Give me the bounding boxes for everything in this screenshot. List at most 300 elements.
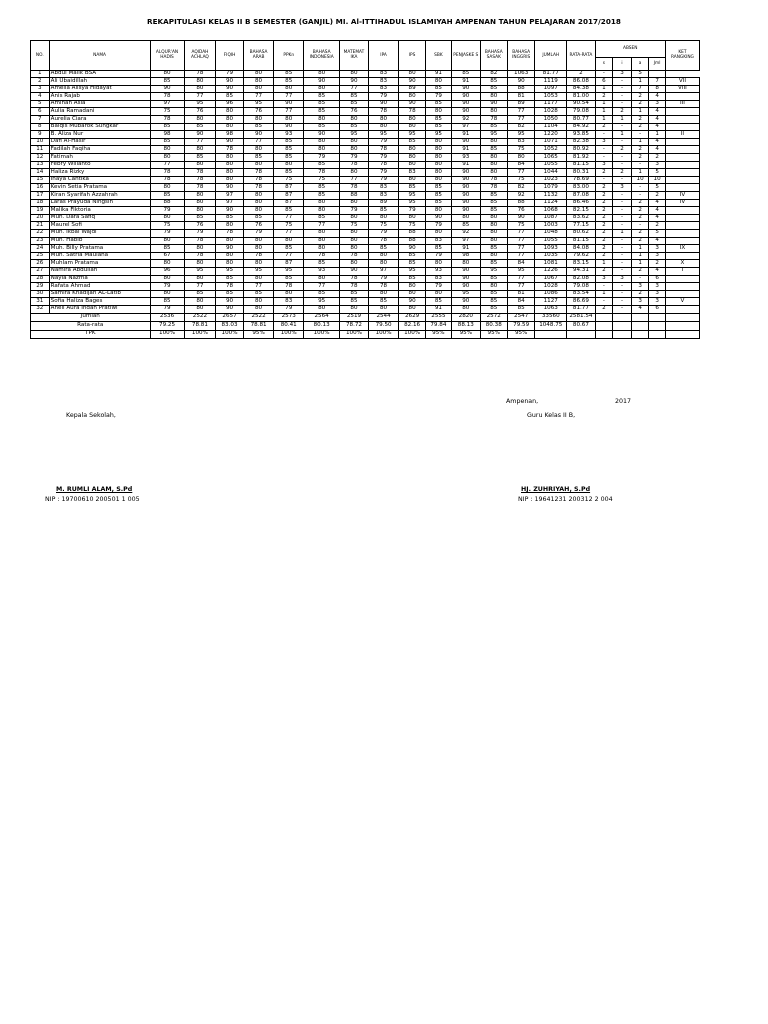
table-cell: 91 — [452, 131, 481, 139]
table-cell: 1003 — [535, 222, 567, 230]
table-cell: 80 — [150, 275, 184, 283]
table-cell: 83 — [425, 275, 451, 283]
footer-cell: 95% — [243, 330, 274, 339]
table-cell: 90 — [507, 214, 534, 222]
table-cell: 80 — [216, 161, 243, 169]
table-cell: 85 — [399, 260, 425, 268]
table-cell — [665, 283, 699, 291]
table-cell: 90 — [304, 131, 340, 139]
table-cell: 90 — [452, 138, 481, 146]
col-subject: MATEMAT IKA — [340, 41, 369, 71]
table-cell: 80 — [399, 116, 425, 124]
footer-cell: 80.13 — [304, 322, 340, 331]
table-cell: - — [613, 305, 632, 313]
table-cell: 90 — [452, 169, 481, 177]
table-cell: 85 — [340, 123, 369, 131]
student-name-cell: Nayla Nazma — [49, 275, 150, 283]
table-cell: 90 — [507, 78, 534, 86]
table-cell: 78 — [216, 229, 243, 237]
table-cell: 90 — [216, 298, 243, 306]
table-cell: 79 — [425, 252, 451, 260]
table-cell: 79 — [368, 93, 399, 101]
table-cell: 95 — [507, 267, 534, 275]
table-cell: 79 — [150, 305, 184, 313]
table-cell: 5 — [649, 229, 665, 237]
table-cell: 78 — [340, 252, 369, 260]
table-cell: 1 — [631, 260, 649, 268]
table-cell: 86.08 — [567, 78, 596, 86]
table-cell: 13 — [31, 161, 50, 169]
table-cell: 90 — [274, 123, 304, 131]
table-cell: 87 — [274, 199, 304, 207]
table-cell: 1055 — [535, 237, 567, 245]
table-cell: - — [595, 146, 613, 154]
table-cell: 80 — [150, 184, 184, 192]
table-cell: 96 — [150, 267, 184, 275]
col-no: NO. — [31, 41, 50, 71]
table-cell: 3 — [649, 161, 665, 169]
table-cell: 2 — [595, 169, 613, 177]
table-cell — [665, 154, 699, 162]
table-cell: 78 — [368, 146, 399, 154]
table-cell: 3 — [649, 252, 665, 260]
table-row — [31, 108, 700, 116]
table-cell: 80 — [243, 85, 274, 93]
student-name-cell: Inaya Cantika — [49, 176, 150, 184]
tpk-label: TPK — [31, 330, 151, 339]
table-row — [31, 116, 700, 124]
footer-cell: 95% — [480, 330, 507, 339]
table-cell: 80 — [304, 146, 340, 154]
col-subject: IPS — [399, 41, 425, 71]
table-cell: 77 — [274, 214, 304, 222]
col-subject: ALQUR'AN HADIS — [150, 41, 184, 71]
table-cell: 85 — [304, 214, 340, 222]
student-name-cell: Aneli Aura Indah Pratiwi — [49, 305, 150, 313]
table-cell: 2 — [613, 146, 632, 154]
table-cell: 77 — [507, 275, 534, 283]
table-cell: 3 — [613, 275, 632, 283]
table-cell: 8 — [649, 85, 665, 93]
table-cell: 6 — [649, 305, 665, 313]
table-cell: 80 — [216, 108, 243, 116]
table-cell: 77 — [340, 176, 369, 184]
table-cell: 20 — [31, 214, 50, 222]
table-cell: - — [613, 290, 632, 298]
table-cell: - — [613, 222, 632, 230]
table-cell: 93.85 — [567, 131, 596, 139]
table-cell: 1 — [649, 131, 665, 139]
table-cell: 16 — [31, 184, 50, 192]
table-cell: 90 — [150, 85, 184, 93]
table-cell: 80 — [184, 146, 216, 154]
table-cell: 85 — [480, 123, 507, 131]
table-cell: 85 — [274, 78, 304, 86]
table-cell: 85 — [304, 161, 340, 169]
table-cell: 98 — [216, 131, 243, 139]
table-cell: 80 — [480, 229, 507, 237]
table-cell: 2 — [631, 214, 649, 222]
table-cell: 88 — [399, 229, 425, 237]
table-body — [31, 70, 700, 313]
table-cell: 84.08 — [567, 245, 596, 253]
footer-cell — [649, 330, 665, 339]
table-cell: 80 — [274, 85, 304, 93]
table-cell: 80 — [184, 245, 216, 253]
table-cell: 6 — [649, 275, 665, 283]
table-cell: 83 — [425, 237, 451, 245]
table-cell: 3 — [649, 283, 665, 291]
table-cell — [665, 275, 699, 283]
table-cell: 78 — [480, 176, 507, 184]
table-cell: 80 — [304, 70, 340, 78]
table-cell: 81 — [507, 290, 534, 298]
table-cell: 90 — [304, 78, 340, 86]
table-cell: 80 — [368, 116, 399, 124]
table-cell: 78 — [368, 161, 399, 169]
table-cell: 78 — [274, 283, 304, 291]
table-cell: 1 — [595, 108, 613, 116]
col-subject: BAHASA INDONESIA — [304, 41, 340, 71]
table-cell: 4 — [649, 108, 665, 116]
table-cell: - — [613, 283, 632, 291]
table-footer — [31, 313, 700, 339]
student-name-cell: Aulia Ramadani — [49, 108, 150, 116]
table-cell: 79 — [368, 154, 399, 162]
footer-cell: 88.13 — [452, 322, 481, 331]
table-cell: 85 — [399, 184, 425, 192]
table-cell: 79 — [368, 138, 399, 146]
table-cell: 77 — [274, 252, 304, 260]
table-cell: 85 — [274, 138, 304, 146]
footer-cell — [665, 330, 699, 339]
footer-cell — [631, 313, 649, 322]
table-row — [31, 245, 700, 253]
footer-cell: 2572 — [480, 313, 507, 322]
table-cell: 90 — [452, 192, 481, 200]
student-name-cell: Amelia Alisya Hidayat — [49, 85, 150, 93]
table-cell: 2 — [595, 252, 613, 260]
table-cell: 77 — [243, 283, 274, 291]
table-cell — [665, 169, 699, 177]
table-cell: 80 — [184, 199, 216, 207]
table-cell: 80 — [304, 229, 340, 237]
col-absen-sub: i — [613, 57, 632, 70]
table-cell: 85 — [304, 100, 340, 108]
table-cell: 85 — [340, 290, 369, 298]
table-cell: 80 — [340, 214, 369, 222]
table-cell: 85 — [304, 192, 340, 200]
table-cell: 80 — [399, 154, 425, 162]
table-cell: - — [613, 260, 632, 268]
principal-nip: NIP : 19700610 200501 1 005 — [45, 496, 140, 503]
table-cell: 85 — [150, 138, 184, 146]
col-subject: IPA — [368, 41, 399, 71]
table-row — [31, 222, 700, 230]
table-cell: 90 — [216, 305, 243, 313]
table-cell: 80 — [480, 222, 507, 230]
table-cell: 78 — [340, 184, 369, 192]
table-cell: 22 — [31, 229, 50, 237]
table-cell: - — [631, 161, 649, 169]
table-cell: III — [665, 100, 699, 108]
table-cell: 2 — [595, 229, 613, 237]
table-cell: 77 — [274, 93, 304, 101]
table-cell: 84 — [507, 161, 534, 169]
col-subject: BAHASA SASAK — [480, 41, 507, 71]
table-cell: - — [631, 222, 649, 230]
footer-cell: 2522 — [243, 313, 274, 322]
student-name-cell: Muh. Habib — [49, 237, 150, 245]
table-cell: 17 — [31, 192, 50, 200]
footer-cell: 80.67 — [567, 322, 596, 331]
table-cell: 77 — [507, 116, 534, 124]
table-cell: 85 — [425, 123, 451, 131]
table-cell: 78.69 — [567, 176, 596, 184]
table-cell: 10 — [631, 176, 649, 184]
footer-cell — [665, 313, 699, 322]
col-absen-sub: s — [595, 57, 613, 70]
table-cell: 85 — [340, 93, 369, 101]
student-name-cell: Aminah Asla — [49, 100, 150, 108]
table-cell: 2 — [567, 70, 596, 78]
footer-cell: 2629 — [399, 313, 425, 322]
footer-cell: 2581.54 — [567, 313, 596, 322]
table-cell: 80 — [340, 237, 369, 245]
footer-cell — [613, 313, 632, 322]
table-cell: 83.15 — [567, 260, 596, 268]
table-cell: 79 — [425, 93, 451, 101]
table-cell: 78 — [184, 252, 216, 260]
table-cell: 91 — [452, 245, 481, 253]
table-cell: 85 — [274, 154, 304, 162]
table-cell — [665, 229, 699, 237]
table-cell: 78 — [243, 184, 274, 192]
table-cell: IX — [665, 245, 699, 253]
table-cell: 3 — [649, 100, 665, 108]
table-cell: 80 — [480, 237, 507, 245]
table-cell: 3 — [595, 275, 613, 283]
table-cell: 1053 — [535, 93, 567, 101]
table-cell: 5 — [631, 70, 649, 78]
table-cell: 83.54 — [567, 290, 596, 298]
table-cell: 1068 — [535, 207, 567, 215]
table-cell: 80 — [425, 290, 451, 298]
footer-cell: 79.25 — [150, 322, 184, 331]
table-cell: 77 — [507, 229, 534, 237]
table-header — [31, 41, 700, 71]
table-cell: 80 — [340, 260, 369, 268]
table-cell: 79 — [368, 275, 399, 283]
table-cell — [665, 116, 699, 124]
table-cell: 85 — [340, 298, 369, 306]
col-subject: SBK — [425, 41, 451, 71]
table-cell: 85 — [274, 245, 304, 253]
table-row — [31, 123, 700, 131]
student-name-cell: Malika Fiktoria — [49, 207, 150, 215]
table-cell: 80 — [399, 123, 425, 131]
col-absen-sub: a — [631, 57, 649, 70]
footer-cell — [567, 330, 596, 339]
table-cell: 90 — [452, 298, 481, 306]
table-cell: 2 — [31, 78, 50, 86]
table-cell: 80 — [304, 207, 340, 215]
table-cell: 85 — [216, 214, 243, 222]
table-cell — [665, 161, 699, 169]
table-cell: 78 — [340, 283, 369, 291]
table-cell — [665, 290, 699, 298]
table-cell: - — [613, 100, 632, 108]
table-cell: 3 — [31, 85, 50, 93]
table-cell: 90 — [274, 100, 304, 108]
table-cell: 14 — [31, 169, 50, 177]
table-cell: 1 — [595, 260, 613, 268]
table-cell: 89 — [399, 85, 425, 93]
table-cell: 4 — [631, 305, 649, 313]
table-cell: 2 — [631, 237, 649, 245]
footer-cell: 100% — [340, 330, 369, 339]
table-cell: 94.31 — [567, 267, 596, 275]
table-cell: 83.00 — [567, 184, 596, 192]
table-row — [31, 70, 700, 78]
table-cell: IV — [665, 192, 699, 200]
footer-cell: 2544 — [368, 313, 399, 322]
footer-cell — [649, 322, 665, 331]
table-cell: 95 — [304, 298, 340, 306]
table-cell: 86.69 — [567, 298, 596, 306]
table-cell: 80 — [216, 154, 243, 162]
table-cell: 83 — [368, 192, 399, 200]
table-cell: 90.54 — [567, 100, 596, 108]
col-jumlah: JUMLAH — [535, 41, 567, 71]
table-cell: 85 — [425, 85, 451, 93]
table-cell: 2 — [595, 245, 613, 253]
table-cell: 80 — [304, 85, 340, 93]
table-cell: 1 — [595, 290, 613, 298]
footer-cell: 100% — [216, 330, 243, 339]
table-cell: 10 — [31, 138, 50, 146]
table-cell: 77 — [507, 252, 534, 260]
table-cell: 80 — [452, 260, 481, 268]
table-cell: 77 — [304, 283, 340, 291]
student-name-cell: Febry Wilianto — [49, 161, 150, 169]
table-cell: 2 — [631, 116, 649, 124]
table-row — [31, 85, 700, 93]
table-cell: 1 — [613, 116, 632, 124]
table-cell: 90 — [368, 100, 399, 108]
table-cell: 78 — [216, 146, 243, 154]
table-cell: 78 — [184, 169, 216, 177]
table-cell: 80 — [340, 138, 369, 146]
table-cell: 85 — [216, 93, 243, 101]
table-cell: 79 — [340, 154, 369, 162]
table-cell: 80 — [452, 305, 481, 313]
table-cell: 80 — [216, 222, 243, 230]
table-cell: 85 — [150, 192, 184, 200]
table-cell: 80 — [340, 245, 369, 253]
student-name-cell: B. Aliza Nur — [49, 131, 150, 139]
table-cell: - — [595, 70, 613, 78]
table-cell: 90 — [452, 176, 481, 184]
table-cell: 80 — [340, 116, 369, 124]
table-cell: 12 — [31, 154, 50, 162]
table-cell: 80 — [368, 252, 399, 260]
table-cell: 25 — [31, 252, 50, 260]
table-cell: 80 — [480, 161, 507, 169]
table-cell: 11 — [31, 146, 50, 154]
table-cell: 80 — [340, 70, 369, 78]
table-cell: 1055 — [535, 161, 567, 169]
table-cell: 78 — [184, 237, 216, 245]
table-cell: 85 — [304, 123, 340, 131]
table-cell: 76 — [507, 207, 534, 215]
student-name-cell: Aurelia Ciara — [49, 116, 150, 124]
table-cell: 79 — [368, 229, 399, 237]
table-cell: 83 — [274, 298, 304, 306]
table-cell: 77 — [184, 93, 216, 101]
footer-cell — [631, 322, 649, 331]
table-cell: 82.08 — [567, 275, 596, 283]
table-cell: 80 — [184, 260, 216, 268]
table-row — [31, 192, 700, 200]
table-cell: - — [613, 252, 632, 260]
table-cell: 78 — [150, 176, 184, 184]
table-cell: 78 — [340, 275, 369, 283]
table-cell: 79 — [150, 229, 184, 237]
table-cell: 80 — [243, 207, 274, 215]
table-cell: 95 — [480, 131, 507, 139]
table-cell: 2 — [595, 267, 613, 275]
table-cell: 78 — [243, 176, 274, 184]
table-cell: 80 — [399, 176, 425, 184]
table-cell: 85 — [480, 260, 507, 268]
table-cell: 85 — [425, 116, 451, 124]
footer-cell: 2519 — [340, 313, 369, 322]
table-cell: 77 — [340, 85, 369, 93]
table-cell: 85 — [425, 199, 451, 207]
footer-cell: 2657 — [216, 313, 243, 322]
table-cell: 79 — [216, 70, 243, 78]
table-cell: 27 — [31, 267, 50, 275]
table-cell: 85 — [243, 214, 274, 222]
table-cell: 21 — [31, 222, 50, 230]
table-cell: 88 — [399, 237, 425, 245]
table-cell: 4 — [649, 207, 665, 215]
table-cell: 85 — [452, 222, 481, 230]
table-cell: X — [665, 260, 699, 268]
table-cell: 95 — [507, 131, 534, 139]
table-cell: 2 — [595, 199, 613, 207]
table-cell: 80 — [274, 161, 304, 169]
table-cell: 88 — [507, 199, 534, 207]
table-row — [31, 214, 700, 222]
table-cell: 91 — [452, 146, 481, 154]
tpk-row — [31, 330, 700, 339]
student-name-cell: Ali Ubaidillah — [49, 78, 150, 86]
table-cell: 1 — [595, 85, 613, 93]
table-cell: 80 — [243, 305, 274, 313]
footer-cell: 78.81 — [184, 322, 216, 331]
table-cell: 95 — [399, 192, 425, 200]
table-cell: - — [613, 199, 632, 207]
table-cell: - — [613, 237, 632, 245]
table-row — [31, 78, 700, 86]
table-cell: 2 — [649, 154, 665, 162]
table-cell: 80 — [425, 176, 451, 184]
table-cell: 90 — [452, 267, 481, 275]
table-cell: - — [613, 267, 632, 275]
table-cell: 98 — [150, 131, 184, 139]
